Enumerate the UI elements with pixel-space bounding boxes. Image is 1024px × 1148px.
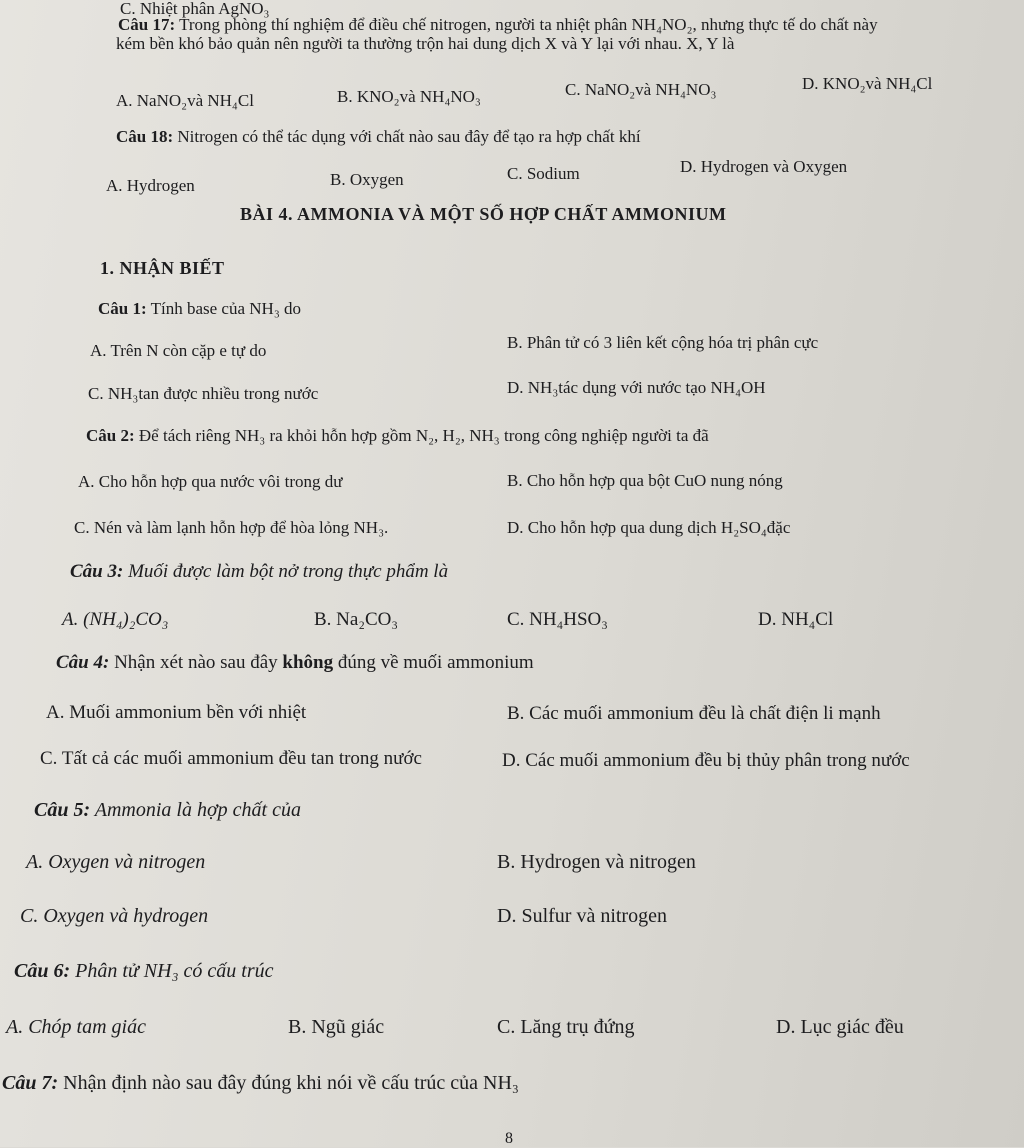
- page-number: 8: [505, 1130, 513, 1147]
- question-18-option-a: A. Hydrogen: [106, 176, 195, 195]
- question-2-label: Câu 2:: [86, 426, 135, 445]
- question-1-option-d: D. NH₃tác dụng với nước tạo NH₄OH: [507, 378, 766, 397]
- question-2-text: Để tách riêng NH₃ ra khỏi hỗn hợp gồm N₂, H₂, NH₃ trong công nghiệp người ta đã: [138, 426, 709, 445]
- question-6-option-c: C. Lăng trụ đứng: [497, 1016, 635, 1038]
- question-1-stem: [98, 299, 301, 319]
- question-17-option-a: A. NaNO₂và NH₄Cl: [116, 91, 254, 110]
- question-2-option-b: B. Cho hỗn hợp qua bột CuO nung nóng: [507, 471, 783, 490]
- question-4-emphasis: không: [282, 652, 334, 673]
- question-3-label: Câu 3:: [70, 561, 124, 582]
- question-2-option-d: D. Cho hỗn hợp qua dung dịch H₂SO₄đặc: [507, 518, 791, 537]
- question-18-label: Câu 18:: [116, 127, 174, 146]
- question-5-label: Câu 5:: [34, 799, 91, 821]
- question-4-text-after: đúng về muối ammonium: [337, 652, 534, 673]
- question-5-option-d: D. Sulfur và nitrogen: [497, 905, 667, 927]
- question-17-label: Câu 17:: [118, 15, 176, 34]
- question-1-option-c: C. NH₃tan được nhiều trong nước: [88, 384, 319, 403]
- question-1-option-b: B. Phân tử có 3 liên kết cộng hóa trị phân cực: [507, 333, 819, 352]
- question-18-text: Nitrogen có thể tác dụng với chất nào sau đây để tạo ra hợp chất khí: [177, 127, 641, 146]
- question-4-option-d: D. Các muối ammonium đều bị thủy phân trong nước: [502, 750, 910, 771]
- question-1-text: Tính base của NH₃ do: [150, 299, 301, 318]
- question-5-stem: [34, 799, 301, 822]
- question-5-option-a: A. Oxygen và nitrogen: [26, 851, 206, 873]
- question-2-stem: [86, 426, 709, 446]
- question-4-option-c: C. Tất cả các muối ammonium đều tan trong nước: [40, 748, 422, 769]
- question-17-text-1: Trong phòng thí nghiệm để điều chế nitrogen, người ta nhiệt phân NH₄NO₂, nhưng thực tế do chất này: [179, 15, 878, 34]
- question-3-stem: [70, 561, 448, 583]
- question-3-option-a: A. (NH₄)₂CO₃: [62, 609, 169, 630]
- question-5-option-b: B. Hydrogen và nitrogen: [497, 851, 696, 873]
- question-4-label: Câu 4:: [56, 652, 110, 673]
- question-3-text: Muối được làm bột nở trong thực phẩm là: [128, 561, 449, 582]
- question-18-stem: [116, 127, 641, 147]
- question-18-option-c: C. Sodium: [507, 164, 580, 183]
- question-18-option-d: D. Hydrogen và Oxygen: [680, 157, 848, 176]
- question-3-option-b: B. Na₂CO₃: [314, 609, 398, 630]
- question-2-option-a: A. Cho hỗn hợp qua nước vôi trong dư: [78, 472, 343, 491]
- question-6-option-a: A. Chóp tam giác: [6, 1016, 146, 1038]
- question-7-stem: [2, 1072, 519, 1095]
- question-1-option-a: A. Trên N còn cặp e tự do: [90, 341, 267, 360]
- question-1-label: Câu 1:: [98, 299, 147, 318]
- question-17-line1: [118, 15, 878, 35]
- question-4-stem: [56, 652, 534, 674]
- question-6-stem: [14, 960, 274, 983]
- question-3-option-c: C. NH₄HSO₃: [507, 609, 608, 630]
- prev-question-option-c: C. Nhiệt phân AgNO₃: [120, 0, 270, 18]
- question-4-option-a: A. Muối ammonium bền với nhiệt: [46, 702, 307, 723]
- question-7-label: Câu 7:: [2, 1072, 59, 1094]
- question-3-option-d: D. NH₄Cl: [758, 609, 834, 630]
- question-17-option-c: C. NaNO₂và NH₄NO₃: [565, 80, 717, 99]
- question-6-option-b: B. Ngũ giác: [288, 1016, 385, 1038]
- question-17-line2: kém bền khó bảo quản nên người ta thường trộn hai dung dịch X và Y lại với nhau. X, Y là: [116, 34, 735, 53]
- question-18-option-b: B. Oxygen: [330, 170, 404, 189]
- question-17-option-b: B. KNO₂và NH₄NO₃: [337, 87, 481, 106]
- lesson-title: BÀI 4. AMMONIA VÀ MỘT SỐ HỢP CHẤT AMMONIUM: [240, 204, 727, 224]
- question-7-text: Nhận định nào sau đây đúng khi nói về cấu trúc của NH₃: [63, 1072, 519, 1094]
- question-4-text-before: Nhận xét nào sau đây: [114, 652, 278, 673]
- question-6-text: Phân tử NH₃ có cấu trúc: [75, 960, 274, 982]
- question-6-option-d: D. Lục giác đều: [776, 1016, 904, 1038]
- question-5-text: Ammonia là hợp chất của: [94, 799, 301, 821]
- question-6-label: Câu 6:: [14, 960, 71, 982]
- section-title: 1. NHẬN BIẾT: [100, 258, 225, 278]
- question-4-option-b: B. Các muối ammonium đều là chất điện li mạnh: [507, 703, 881, 724]
- question-5-option-c: C. Oxygen và hydrogen: [20, 905, 209, 927]
- question-2-option-c: C. Nén và làm lạnh hỗn hợp để hòa lỏng NH₃.: [74, 518, 389, 537]
- question-17-option-d: D. KNO₂và NH₄Cl: [802, 74, 933, 93]
